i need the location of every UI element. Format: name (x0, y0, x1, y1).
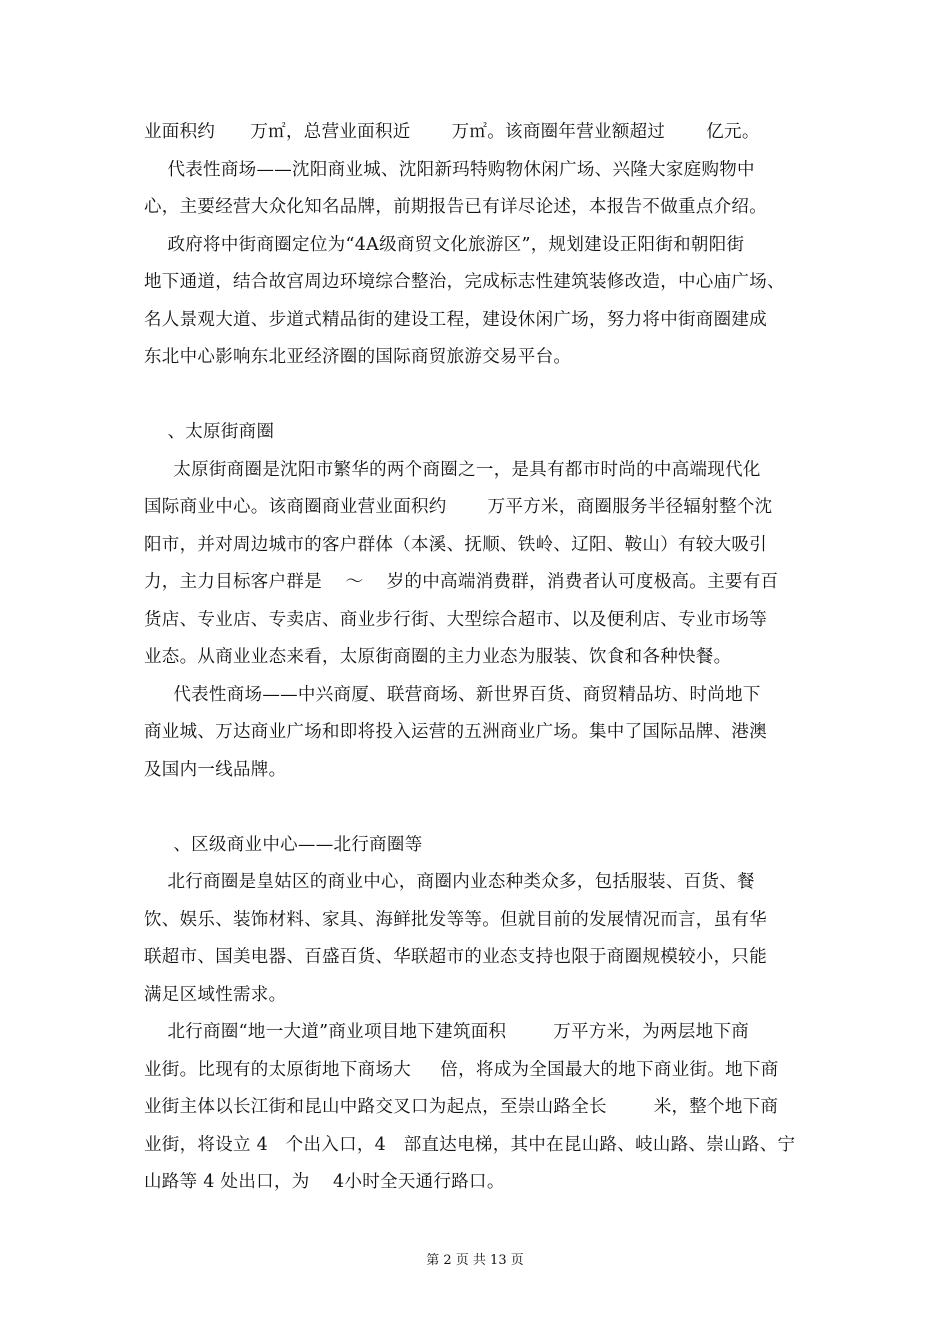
paragraph-gap (144, 789, 824, 827)
document-body (144, 114, 824, 1202)
text-line: 山路等 4 处出口，为 4小时全天通行路口。 (144, 1172, 505, 1192)
text-line: 货店、专业店、专卖店、商业步行街、大型综合超市、以及便利店、专业市场等 (144, 609, 767, 630)
text-line: 国际商业中心。该商圈商业营业面积约 万平方米，商圈服务半径辐射整个沈 (144, 497, 773, 517)
text-line: 商业城、万达商业广场和即将投入运营的五洲商业广场。集中了国际品牌、港澳 (144, 722, 767, 742)
text-line: 及国内一线品牌。 (144, 759, 287, 780)
text-line: 阳市，并对周边城市的客户群体（本溪、抚顺、铁岭、辽阳、鞍山）有较大吸引 (144, 534, 767, 555)
text-line: 代表性商场——沈阳商业城、沈阳新玛特购物休闲广场、兴隆大家庭购物中 (144, 159, 755, 180)
page-number-footer: 第 2 页 共 13 页 (426, 1253, 524, 1268)
text-line: 业街，将设立 4 个出入口，4 部直达电梯，其中在昆山路、岐山路、崇山路、宁 (144, 1134, 796, 1155)
paragraph-gap (144, 377, 824, 415)
text-line: 联超市、国美电器、百盛百货、华联超市的业态支持也限于商圈规模较小，只能 (144, 947, 767, 967)
text-line: 业街主体以长江街和昆山中路交叉口为起点，至崇山路全长 米，整个地下商 (144, 1097, 779, 1117)
text-line: 心，主要经营大众化知名品牌，前期报告已有详尽论述，本报告不做重点介绍。 (144, 197, 767, 217)
text-line: 代表性商场——中兴商厦、联营商场、新世界百货、商贸精品坊、时尚地下 (144, 684, 761, 705)
text-line: 业街。比现有的太原街地下商场大 倍，将成为全国最大的地下商业街。地下商 (144, 1059, 779, 1080)
text-line: 地下通道，结合故宫周边环境综合整治，完成标志性建筑装修改造，中心庙广场、 (144, 272, 785, 292)
text-line: 太原街商圈是沈阳市繁华的两个商圈之一，是具有都市时尚的中高端现代化 (144, 459, 761, 480)
section-heading-taiyuan: 、太原街商圈 (144, 422, 275, 442)
text-line: 北行商圈是皇姑区的商业中心，商圈内业态种类众多，包括服装、百货、餐 (144, 872, 755, 892)
text-line: 北行商圈“地一大道”商业项目地下建筑面积 万平方米，为两层地下商 (144, 1022, 750, 1042)
text-line: 饮、娱乐、装饰材料、家具、海鲜批发等等。但就目前的发展情况而言，虽有华 (144, 909, 767, 930)
text-line: 名人景观大道、步道式精品街的建设工程，建设休闲广场，努力将中街商圈建成 (144, 309, 767, 330)
text-line: 满足区域性需求。 (144, 984, 287, 1005)
text-line: 东北中心影响东北亚经济圈的国际商贸旅游交易平台。 (144, 347, 572, 367)
text-line: 业面积约 万㎡，总营业面积近 万㎡。该商圈年营业额超过 亿元。 (144, 122, 760, 142)
text-line: 政府将中街商圈定位为“4A级商贸文化旅游区”，规划建设正阳街和朝阳街 (144, 234, 745, 255)
section-heading-beixing: 、区级商业中心——北行商圈等 (144, 834, 423, 855)
text-line: 力，主力目标客户群是 ～ 岁的中高端消费群，消费者认可度极高。主要有百 (144, 572, 779, 592)
text-line: 业态。从商业业态来看，太原街商圈的主力业态为服装、饮食和各种快餐。 (144, 647, 732, 667)
